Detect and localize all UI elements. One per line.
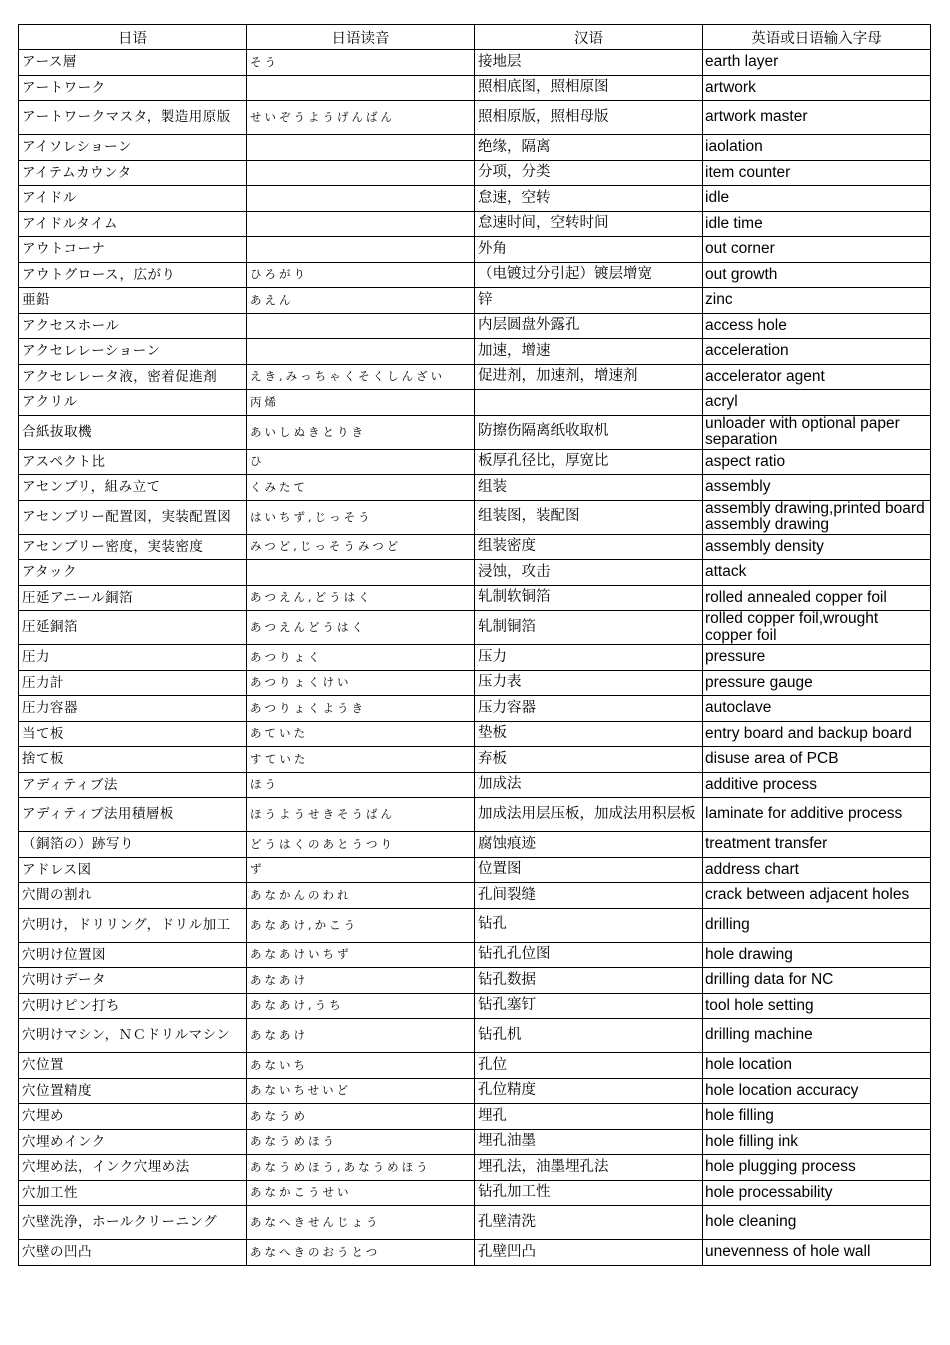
- cell-japanese: 穴壁の凹凸: [19, 1240, 247, 1266]
- cell-english: drilling: [703, 908, 931, 942]
- cell-chinese: 钻孔: [475, 908, 703, 942]
- cell-chinese: 锌: [475, 288, 703, 314]
- cell-chinese: 分项，分类: [475, 160, 703, 186]
- cell-english: assembly drawing,printed board assembly drawing: [703, 500, 931, 534]
- cell-english: item counter: [703, 160, 931, 186]
- table-row: [19, 415, 931, 449]
- cell-japanese: 穴間の割れ: [19, 883, 247, 909]
- cell-reading: [247, 313, 475, 339]
- cell-chinese: 压力: [475, 645, 703, 671]
- cell-english: hole drawing: [703, 942, 931, 968]
- cell-chinese: 促进剂，加速剂，增速剂: [475, 364, 703, 390]
- cell-reading: あなへきのおうとつ: [247, 1240, 475, 1266]
- cell-english: accelerator agent: [703, 364, 931, 390]
- table-row: [19, 696, 931, 722]
- cell-reading: あなうめほう: [247, 1129, 475, 1155]
- table-row: [19, 339, 931, 365]
- cell-english: unloader with optional paper separation: [703, 415, 931, 449]
- cell-reading: ず: [247, 857, 475, 883]
- cell-japanese: 合紙抜取機: [19, 415, 247, 449]
- table-row: [19, 942, 931, 968]
- cell-english: earth layer: [703, 50, 931, 76]
- header-japanese: 日语: [19, 25, 247, 50]
- cell-english: hole location accuracy: [703, 1078, 931, 1104]
- cell-english: hole filling ink: [703, 1129, 931, 1155]
- cell-english: zinc: [703, 288, 931, 314]
- cell-japanese: アクセレレータ液，密着促進剤: [19, 364, 247, 390]
- cell-reading: あつえんどうはく: [247, 611, 475, 645]
- table-row: [19, 670, 931, 696]
- table-row: [19, 313, 931, 339]
- cell-reading: あなあけ,うち: [247, 993, 475, 1019]
- table-row: [19, 645, 931, 671]
- cell-reading: ひ: [247, 449, 475, 475]
- table-row: [19, 101, 931, 135]
- cell-japanese: 穴明けピン打ち: [19, 993, 247, 1019]
- cell-chinese: 孔间裂缝: [475, 883, 703, 909]
- cell-chinese: 接地层: [475, 50, 703, 76]
- cell-reading: [247, 135, 475, 161]
- cell-japanese: 穴加工性: [19, 1180, 247, 1206]
- table-row: [19, 1155, 931, 1181]
- cell-japanese: アイドルタイム: [19, 211, 247, 237]
- header-reading: 日语读音: [247, 25, 475, 50]
- cell-reading: あつえん,どうはく: [247, 585, 475, 611]
- table-row: [19, 1078, 931, 1104]
- cell-japanese: アスペクト比: [19, 449, 247, 475]
- cell-chinese: 组装: [475, 475, 703, 501]
- cell-reading: [247, 237, 475, 263]
- cell-reading: [247, 211, 475, 237]
- cell-english: attack: [703, 560, 931, 586]
- cell-japanese: 穴明けデータ: [19, 968, 247, 994]
- cell-japanese: 穴埋め: [19, 1104, 247, 1130]
- cell-english: laminate for additive process: [703, 798, 931, 832]
- cell-japanese: アウトグロース，広がり: [19, 262, 247, 288]
- table-row: [19, 75, 931, 101]
- cell-english: acceleration: [703, 339, 931, 365]
- cell-japanese: アタック: [19, 560, 247, 586]
- cell-reading: あなあけ,かこう: [247, 908, 475, 942]
- cell-english: additive process: [703, 772, 931, 798]
- table-row: [19, 211, 931, 237]
- cell-japanese: 捨て板: [19, 747, 247, 773]
- table-body: [19, 50, 931, 1266]
- cell-reading: あいしぬきとりき: [247, 415, 475, 449]
- cell-chinese: 压力容器: [475, 696, 703, 722]
- cell-japanese: アース層: [19, 50, 247, 76]
- cell-reading: あないち: [247, 1053, 475, 1079]
- cell-japanese: 圧力: [19, 645, 247, 671]
- cell-english: hole cleaning: [703, 1206, 931, 1240]
- table-header: [19, 25, 931, 50]
- table-row: [19, 1129, 931, 1155]
- cell-japanese: アディティブ法用積層板: [19, 798, 247, 832]
- cell-reading: [247, 560, 475, 586]
- table-row: [19, 1180, 931, 1206]
- table-row: [19, 721, 931, 747]
- table-row: [19, 364, 931, 390]
- cell-chinese: [475, 390, 703, 416]
- table-row: [19, 475, 931, 501]
- table-row: [19, 1053, 931, 1079]
- cell-reading: あなうめ: [247, 1104, 475, 1130]
- cell-chinese: 孔位精度: [475, 1078, 703, 1104]
- cell-english: pressure gauge: [703, 670, 931, 696]
- cell-chinese: 浸蚀，攻击: [475, 560, 703, 586]
- cell-chinese: 弃板: [475, 747, 703, 773]
- cell-japanese: 穴位置精度: [19, 1078, 247, 1104]
- cell-chinese: 内层圆盘外露孔: [475, 313, 703, 339]
- cell-chinese: 怠速，空转: [475, 186, 703, 212]
- cell-english: rolled copper foil,wrought copper foil: [703, 611, 931, 645]
- table-row: [19, 747, 931, 773]
- cell-english: autoclave: [703, 696, 931, 722]
- cell-english: rolled annealed copper foil: [703, 585, 931, 611]
- cell-japanese: アイテムカウンタ: [19, 160, 247, 186]
- cell-reading: あなあけいちず: [247, 942, 475, 968]
- cell-chinese: 压力表: [475, 670, 703, 696]
- cell-chinese: 照相原版，照相母版: [475, 101, 703, 135]
- cell-english: treatment transfer: [703, 832, 931, 858]
- cell-english: out growth: [703, 262, 931, 288]
- cell-japanese: 穴明けマシン，ＮＣドリルマシン: [19, 1019, 247, 1053]
- cell-chinese: 防擦伤隔离纸收取机: [475, 415, 703, 449]
- cell-reading: ほう: [247, 772, 475, 798]
- cell-reading: くみたて: [247, 475, 475, 501]
- cell-reading: あつりょくようき: [247, 696, 475, 722]
- cell-japanese: 穴埋め法，インク穴埋め法: [19, 1155, 247, 1181]
- table-row: [19, 883, 931, 909]
- cell-chinese: 孔壁凹凸: [475, 1240, 703, 1266]
- cell-japanese: アディティブ法: [19, 772, 247, 798]
- cell-english: drilling machine: [703, 1019, 931, 1053]
- table-row: [19, 186, 931, 212]
- table-row: [19, 262, 931, 288]
- cell-reading: ほうようせきそうばん: [247, 798, 475, 832]
- cell-chinese: 腐蚀痕迹: [475, 832, 703, 858]
- table-row: [19, 534, 931, 560]
- cell-reading: あつりょく: [247, 645, 475, 671]
- cell-japanese: アクセレレーショーン: [19, 339, 247, 365]
- cell-chinese: 加速，增速: [475, 339, 703, 365]
- cell-reading: [247, 339, 475, 365]
- cell-english: entry board and backup board: [703, 721, 931, 747]
- cell-japanese: アセンブリー密度，実装密度: [19, 534, 247, 560]
- table-row: [19, 288, 931, 314]
- cell-english: acryl: [703, 390, 931, 416]
- table-row: [19, 237, 931, 263]
- cell-reading: みつど,じっそうみつど: [247, 534, 475, 560]
- cell-japanese: 穴明け，ドリリング，ドリル加工: [19, 908, 247, 942]
- cell-reading: えき,みっちゃくそくしんざい: [247, 364, 475, 390]
- table-row: [19, 611, 931, 645]
- cell-english: address chart: [703, 857, 931, 883]
- cell-japanese: 圧延アニール銅箔: [19, 585, 247, 611]
- cell-chinese: 钻孔塞钉: [475, 993, 703, 1019]
- cell-chinese: 绝缘，隔离: [475, 135, 703, 161]
- cell-english: crack between adjacent holes: [703, 883, 931, 909]
- cell-reading: [247, 160, 475, 186]
- cell-japanese: アイソレショーン: [19, 135, 247, 161]
- cell-japanese: アートワークマスタ，製造用原版: [19, 101, 247, 135]
- cell-chinese: 钻孔加工性: [475, 1180, 703, 1206]
- table-row: [19, 772, 931, 798]
- cell-chinese: 孔壁清洗: [475, 1206, 703, 1240]
- cell-japanese: 穴埋めインク: [19, 1129, 247, 1155]
- cell-chinese: 孔位: [475, 1053, 703, 1079]
- cell-chinese: 轧制软铜箔: [475, 585, 703, 611]
- cell-chinese: 埋孔法，油墨埋孔法: [475, 1155, 703, 1181]
- table-row: [19, 135, 931, 161]
- table-row: [19, 50, 931, 76]
- cell-japanese: アートワーク: [19, 75, 247, 101]
- cell-reading: あていた: [247, 721, 475, 747]
- cell-chinese: 钻孔孔位图: [475, 942, 703, 968]
- header-row: [19, 25, 931, 50]
- cell-english: hole location: [703, 1053, 931, 1079]
- cell-english: disuse area of PCB: [703, 747, 931, 773]
- cell-chinese: 板厚孔径比，厚宽比: [475, 449, 703, 475]
- cell-reading: あえん: [247, 288, 475, 314]
- cell-reading: あなかこうせい: [247, 1180, 475, 1206]
- cell-japanese: 圧力計: [19, 670, 247, 696]
- cell-reading: どうはくのあとうつり: [247, 832, 475, 858]
- cell-english: assembly: [703, 475, 931, 501]
- cell-japanese: 穴位置: [19, 1053, 247, 1079]
- cell-reading: そう: [247, 50, 475, 76]
- cell-reading: あつりょくけい: [247, 670, 475, 696]
- cell-reading: あなうめほう,あなうめほう: [247, 1155, 475, 1181]
- table-row: [19, 857, 931, 883]
- cell-reading: すていた: [247, 747, 475, 773]
- glossary-table: [18, 24, 931, 1266]
- table-row: [19, 500, 931, 534]
- cell-japanese: アセンブリー配置図，実装配置図: [19, 500, 247, 534]
- cell-chinese: 怠速时间，空转时间: [475, 211, 703, 237]
- cell-english: out corner: [703, 237, 931, 263]
- cell-english: drilling data for NC: [703, 968, 931, 994]
- cell-chinese: 组装密度: [475, 534, 703, 560]
- table-row: [19, 832, 931, 858]
- table-row: [19, 993, 931, 1019]
- cell-english: hole processability: [703, 1180, 931, 1206]
- table-row: [19, 1019, 931, 1053]
- cell-english: idle time: [703, 211, 931, 237]
- cell-english: unevenness of hole wall: [703, 1240, 931, 1266]
- cell-chinese: 钻孔机: [475, 1019, 703, 1053]
- cell-reading: あなあけ: [247, 968, 475, 994]
- cell-reading: あなへきせんじょう: [247, 1206, 475, 1240]
- cell-reading: あなかんのわれ: [247, 883, 475, 909]
- table-row: [19, 908, 931, 942]
- cell-reading: はいちず,じっそう: [247, 500, 475, 534]
- table-row: [19, 390, 931, 416]
- header-chinese: 汉语: [475, 25, 703, 50]
- table-row: [19, 1104, 931, 1130]
- table-row: [19, 798, 931, 832]
- cell-chinese: 钻孔数据: [475, 968, 703, 994]
- cell-japanese: アセンブリ，組み立て: [19, 475, 247, 501]
- cell-japanese: アドレス図: [19, 857, 247, 883]
- table-row: [19, 1240, 931, 1266]
- cell-reading: [247, 75, 475, 101]
- cell-japanese: 亜鉛: [19, 288, 247, 314]
- cell-english: aspect ratio: [703, 449, 931, 475]
- cell-chinese: 埋孔油墨: [475, 1129, 703, 1155]
- cell-reading: あなあけ: [247, 1019, 475, 1053]
- table-row: [19, 1206, 931, 1240]
- cell-japanese: 圧延銅箔: [19, 611, 247, 645]
- cell-chinese: （电镀过分引起）镀层增宽: [475, 262, 703, 288]
- cell-english: pressure: [703, 645, 931, 671]
- cell-chinese: 埋孔: [475, 1104, 703, 1130]
- cell-reading: 丙烯: [247, 390, 475, 416]
- cell-japanese: アクリル: [19, 390, 247, 416]
- cell-japanese: 当て板: [19, 721, 247, 747]
- cell-chinese: 照相底图，照相原图: [475, 75, 703, 101]
- cell-reading: せいぞうようげんばん: [247, 101, 475, 135]
- cell-japanese: 圧力容器: [19, 696, 247, 722]
- cell-japanese: アクセスホール: [19, 313, 247, 339]
- cell-chinese: 外角: [475, 237, 703, 263]
- cell-chinese: 加成法用层压板，加成法用积层板: [475, 798, 703, 832]
- cell-japanese: 穴明け位置図: [19, 942, 247, 968]
- cell-japanese: アイドル: [19, 186, 247, 212]
- cell-english: access hole: [703, 313, 931, 339]
- cell-reading: [247, 186, 475, 212]
- cell-chinese: 组装图，装配图: [475, 500, 703, 534]
- table-row: [19, 160, 931, 186]
- cell-japanese: 穴壁洗浄，ホールクリーニング: [19, 1206, 247, 1240]
- cell-english: idle: [703, 186, 931, 212]
- cell-english: artwork master: [703, 101, 931, 135]
- table-row: [19, 449, 931, 475]
- cell-english: assembly density: [703, 534, 931, 560]
- cell-chinese: 位置图: [475, 857, 703, 883]
- cell-chinese: 加成法: [475, 772, 703, 798]
- table-row: [19, 560, 931, 586]
- cell-english: iaolation: [703, 135, 931, 161]
- cell-reading: ひろがり: [247, 262, 475, 288]
- cell-english: hole filling: [703, 1104, 931, 1130]
- cell-chinese: 轧制铜箔: [475, 611, 703, 645]
- cell-english: tool hole setting: [703, 993, 931, 1019]
- table-row: [19, 968, 931, 994]
- cell-reading: あないちせいど: [247, 1078, 475, 1104]
- cell-english: artwork: [703, 75, 931, 101]
- cell-japanese: アウトコーナ: [19, 237, 247, 263]
- cell-chinese: 垫板: [475, 721, 703, 747]
- cell-japanese: （銅箔の）跡写り: [19, 832, 247, 858]
- cell-english: hole plugging process: [703, 1155, 931, 1181]
- header-english: 英语或日语输入字母: [703, 25, 931, 50]
- table-row: [19, 585, 931, 611]
